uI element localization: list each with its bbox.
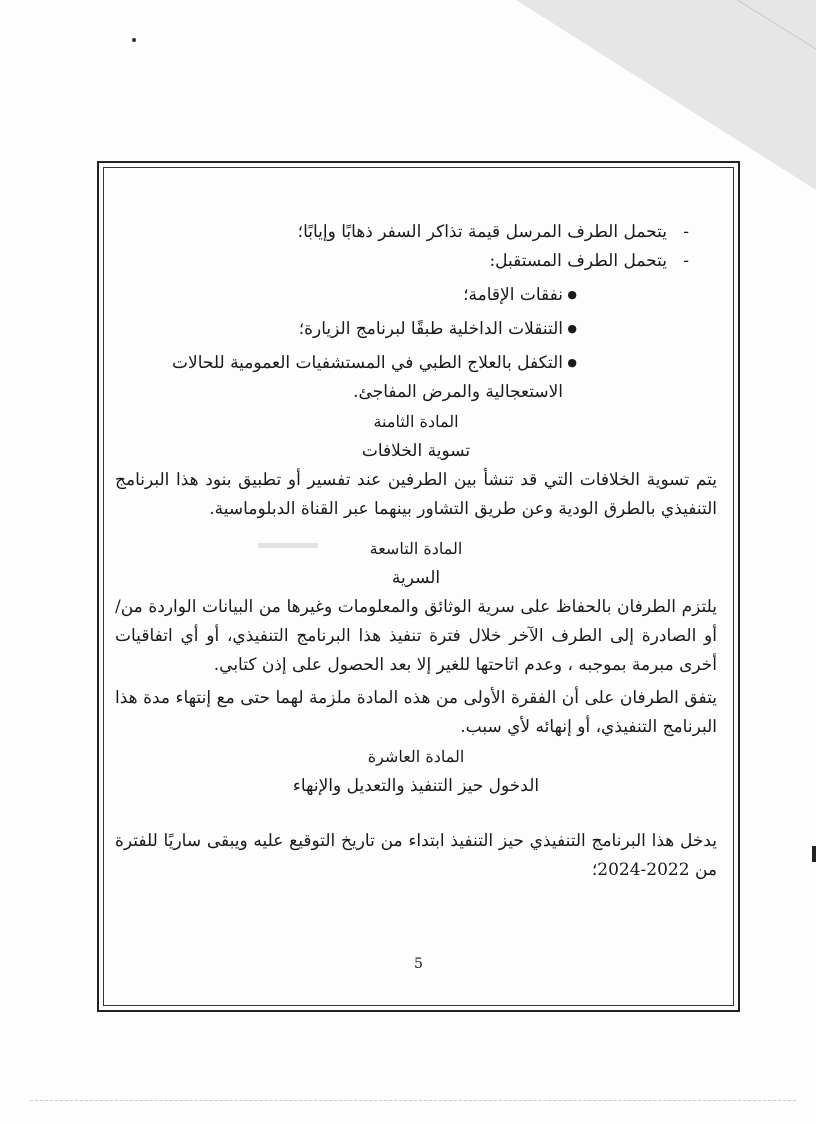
document-body xyxy=(115,218,717,885)
bullet-item: ● التكفل بالعلاج الطبي في المستشفيات العمومية للحالات xyxy=(115,348,717,378)
article-10-number: المادة العاشرة xyxy=(367,747,465,766)
article-9-number: المادة التاسعة xyxy=(369,539,463,558)
article-10-body: يدخل هذا البرنامج التنفيذي حيز التنفيذ ابتداء من تاريخ التوقيع عليه ويبقى ساريًا للفترة من 2022-2024؛ xyxy=(115,831,717,880)
page-number: 5 xyxy=(414,956,423,972)
article-9-title: السرية xyxy=(391,568,441,588)
article-8-number: المادة الثامنة xyxy=(373,412,459,431)
list-item: - يتحمل الطرف المرسل قيمة تذاكر السفر ذهابًا وإيابًا؛ xyxy=(115,218,717,247)
article-10-title: الدخول حيز التنفيذ والتعديل والإنهاء xyxy=(292,776,540,796)
list-item: - يتحمل الطرف المستقبل: xyxy=(115,247,717,276)
article-8-title: تسوية الخلافات xyxy=(361,441,471,461)
bullet-item: ● التنقلات الداخلية طبقًا لبرنامج الزيارة؛ xyxy=(115,314,717,344)
bullet-item: ● نفقات الإقامة؛ xyxy=(115,280,717,310)
scan-edge-mark xyxy=(812,846,816,862)
scan-bottom-noise xyxy=(30,1100,796,1102)
article-9-body-2: يتفق الطرفان على أن الفقرة الأولى من هذه المادة ملزمة لهما حتى مع إنتهاء مدة هذا البرنامج التنفيذي، أو إنهائه لأي سبب. xyxy=(115,688,717,737)
bullet-continuation: الاستعجالية والمرض المفاجئ. xyxy=(353,382,563,402)
article-9-body-1: يلتزم الطرفان بالحفاظ على سرية الوثائق والمعلومات وغيرها من البيانات الواردة من/ أو الصادرة إلى الطرف الآخر خلال فترة تنفيذ هذا البرنامج التنفيذي، أو أي اتفاقيات أخرى مبرمة بموجبه ، وعدم اتاحتها للغير إلا بعد الحصول على إذن كتابي. xyxy=(115,597,717,675)
scan-speck xyxy=(132,38,136,42)
article-8-body: يتم تسوية الخلافات التي قد تنشأ بين الطرفين عند تفسير أو تطبيق بنود هذا البرنامج التنفيذي بالطرق الودية وعن طريق التشاور بينهما عبر القناة الدبلوماسية. xyxy=(115,470,717,519)
